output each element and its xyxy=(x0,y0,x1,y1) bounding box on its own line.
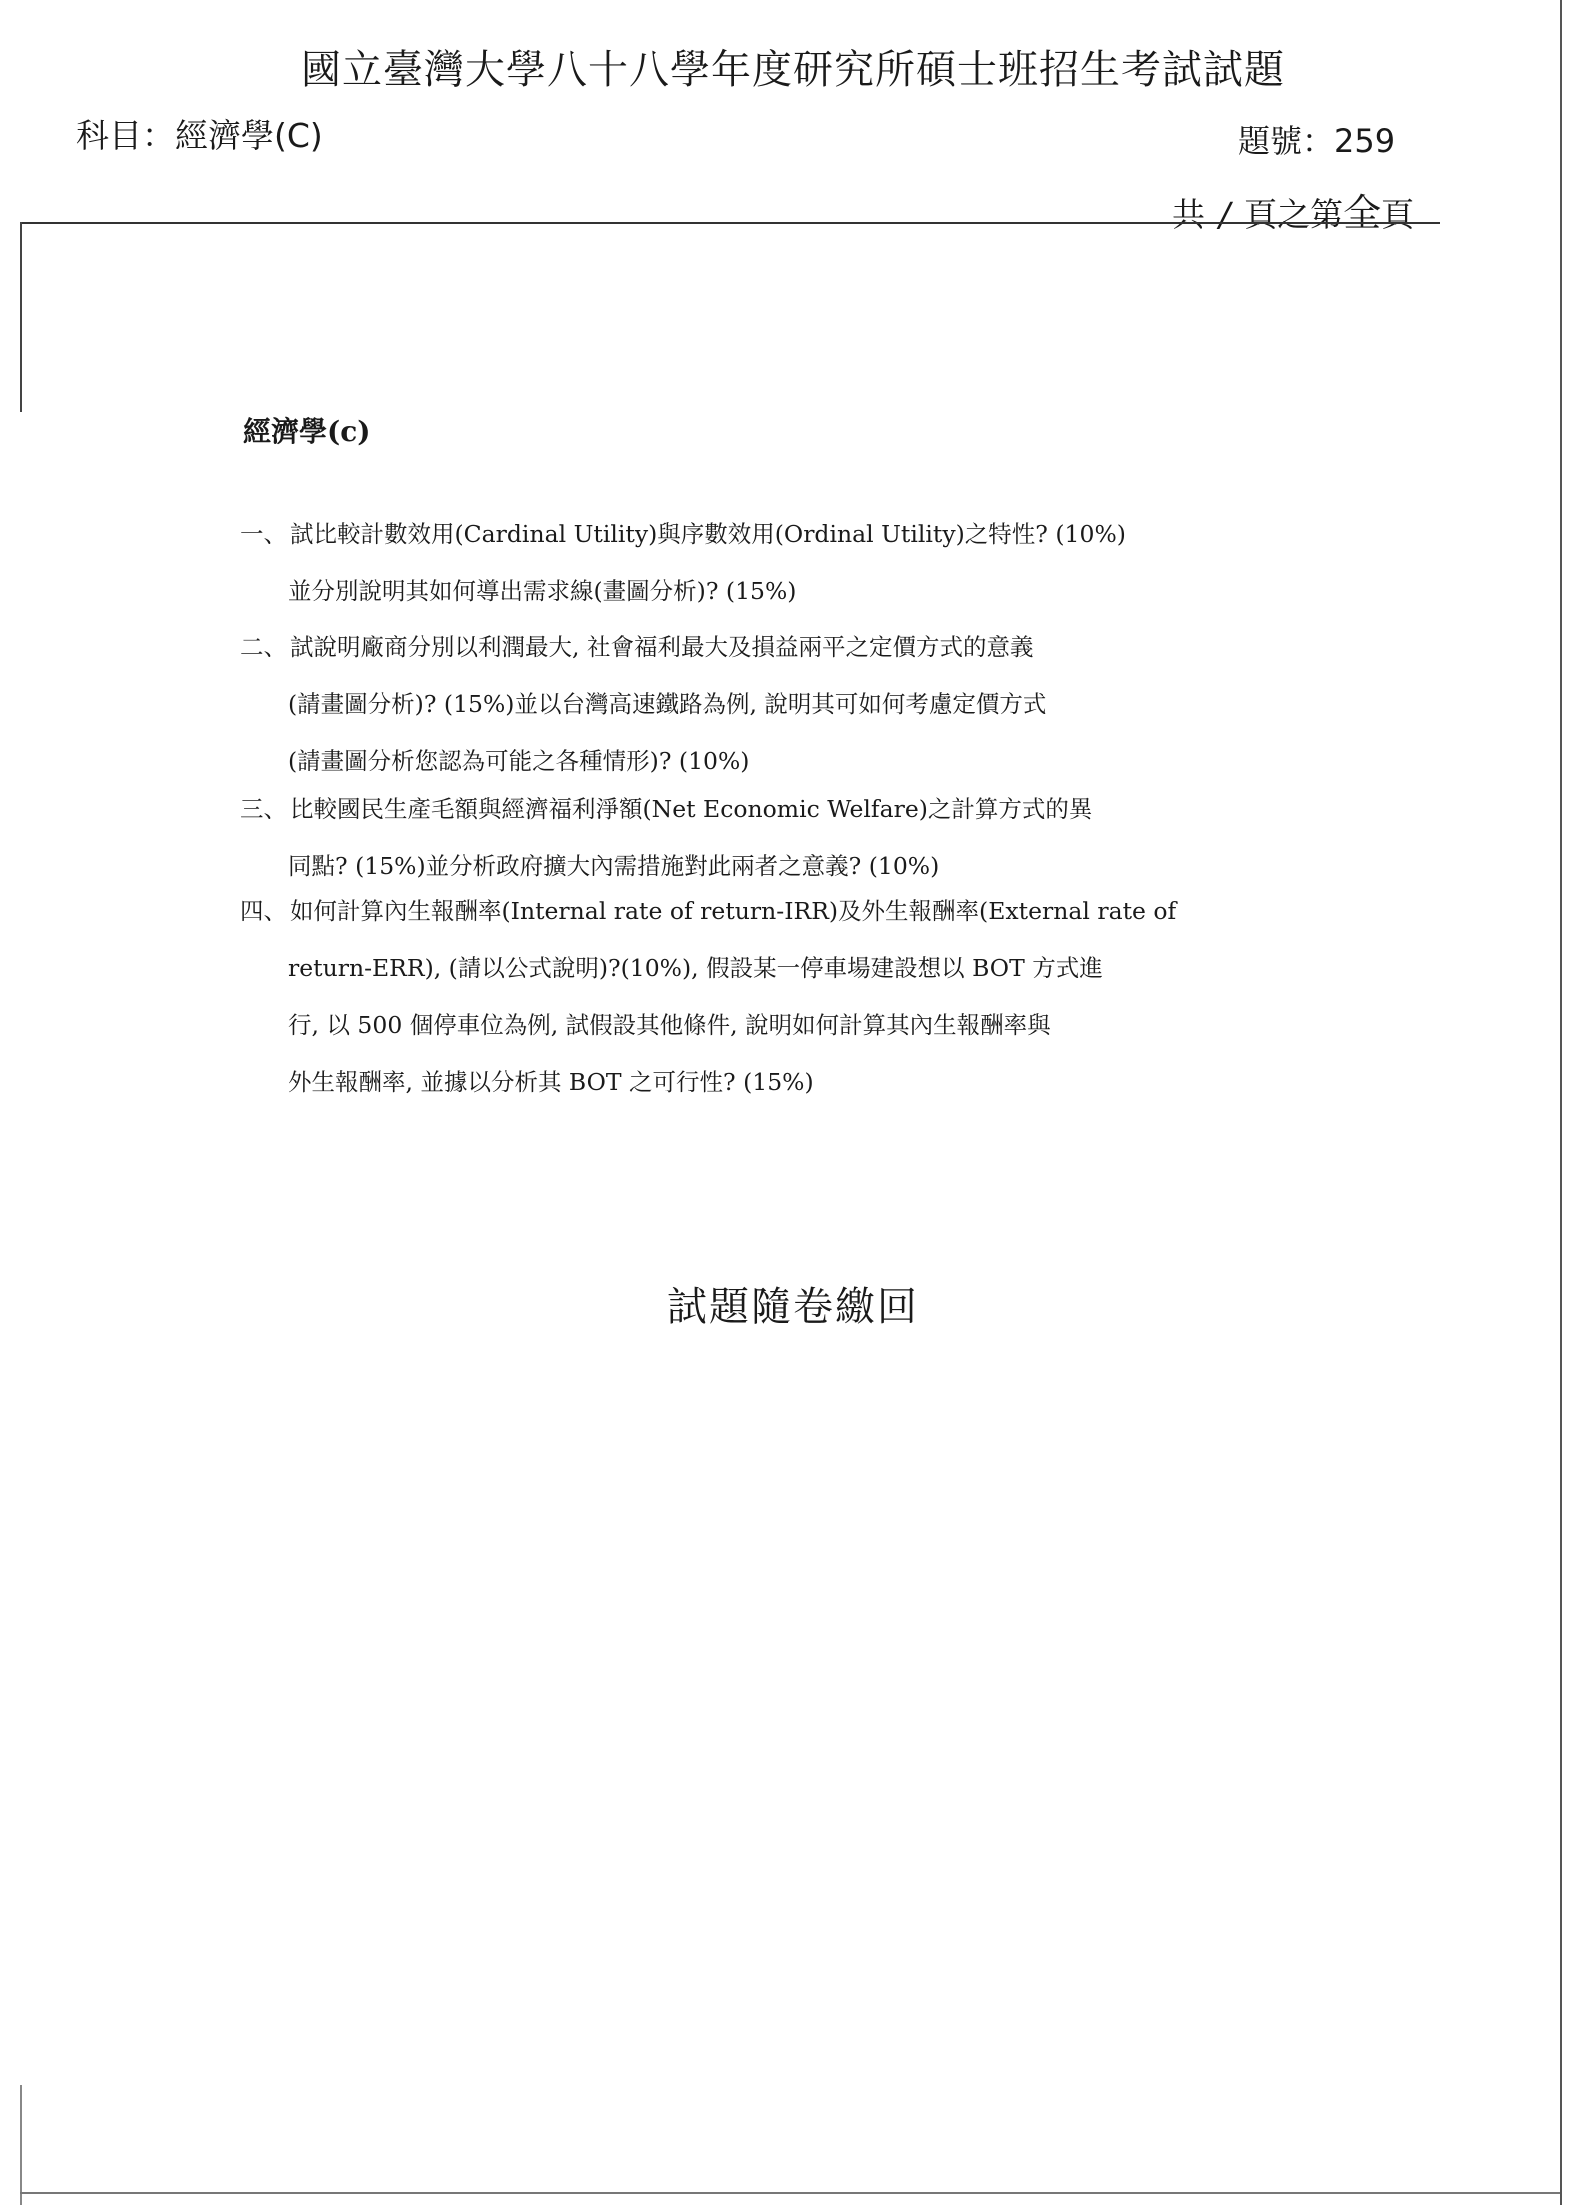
page-count-current: 全 xyxy=(1343,191,1382,235)
question-1 xyxy=(240,506,1126,620)
question-number-label: 三、 xyxy=(240,795,287,823)
question-line xyxy=(240,506,1126,563)
question-line: 行, 以 500 個停車位為例, 試假設其他條件, 說明如何計算其內生報酬率與 xyxy=(288,1011,1051,1039)
section-heading: 經濟學(c) xyxy=(243,415,371,448)
question-line: 同點? (15%)並分析政府擴大內需措施對此兩者之意義? (10%) xyxy=(288,852,940,880)
frame-left-border xyxy=(20,222,22,412)
page-count-total: / xyxy=(1219,195,1231,234)
question-line: 並分別說明其如何導出需求線(畫圖分析)? (15%) xyxy=(288,577,797,605)
question-text: 比較國民生產毛額與經濟福利淨額(Net Economic Welfare)之計算方式的異 xyxy=(290,795,1093,823)
page-count xyxy=(1172,182,1414,237)
page-count-suffix: 頁 xyxy=(1381,195,1415,234)
question-text: 如何計算內生報酬率(Internal rate of return-IRR)及外生報酬率(External rate of xyxy=(290,897,1177,925)
question-number-label: 一、 xyxy=(240,520,287,548)
question-number-label: 四、 xyxy=(240,897,287,925)
question-4 xyxy=(240,883,1176,1111)
question-line: (請畫圖分析您認為可能之各種情形)? (10%) xyxy=(288,747,750,775)
question-line: 外生報酬率, 並據以分析其 BOT 之可行性? (15%) xyxy=(288,1068,814,1096)
return-exam-note: 試題隨卷繳回 xyxy=(667,1284,919,1330)
question-2 xyxy=(240,619,1046,790)
frame-left-border-lower xyxy=(20,2085,22,2205)
question-line: return-ERR), (請以公式說明)?(10%), 假設某一停車場建設想以 BOT 方式進 xyxy=(288,954,1103,982)
question-text: 試比較計數效用(Cardinal Utility)與序數效用(Ordinal Utility)之特性? (10%) xyxy=(290,520,1126,548)
header-rule xyxy=(20,222,1440,224)
question-text: 試說明廠商分別以利潤最大, 社會福利最大及損益兩平之定價方式的意義 xyxy=(290,633,1034,661)
question-line xyxy=(240,883,1176,940)
question-line: (請畫圖分析)? (15%)並以台灣高速鐵路為例, 說明其可如何考慮定價方式 xyxy=(288,690,1047,718)
frame-bottom-border xyxy=(20,2192,1560,2194)
page-count-prefix: 共 xyxy=(1172,195,1205,234)
question-3 xyxy=(240,781,1092,895)
page-count-middle: 頁之第 xyxy=(1244,195,1344,234)
subject-label: 科目：經濟學(C) xyxy=(76,116,323,155)
question-line xyxy=(240,781,1092,838)
question-line xyxy=(240,619,1046,676)
page-title: 國立臺灣大學八十八學年度研究所碩士班招生考試試題 xyxy=(301,47,1285,93)
question-number: 題號：259 xyxy=(1238,122,1396,160)
question-number-label: 二、 xyxy=(240,633,287,661)
frame-right-border xyxy=(1560,0,1562,2205)
